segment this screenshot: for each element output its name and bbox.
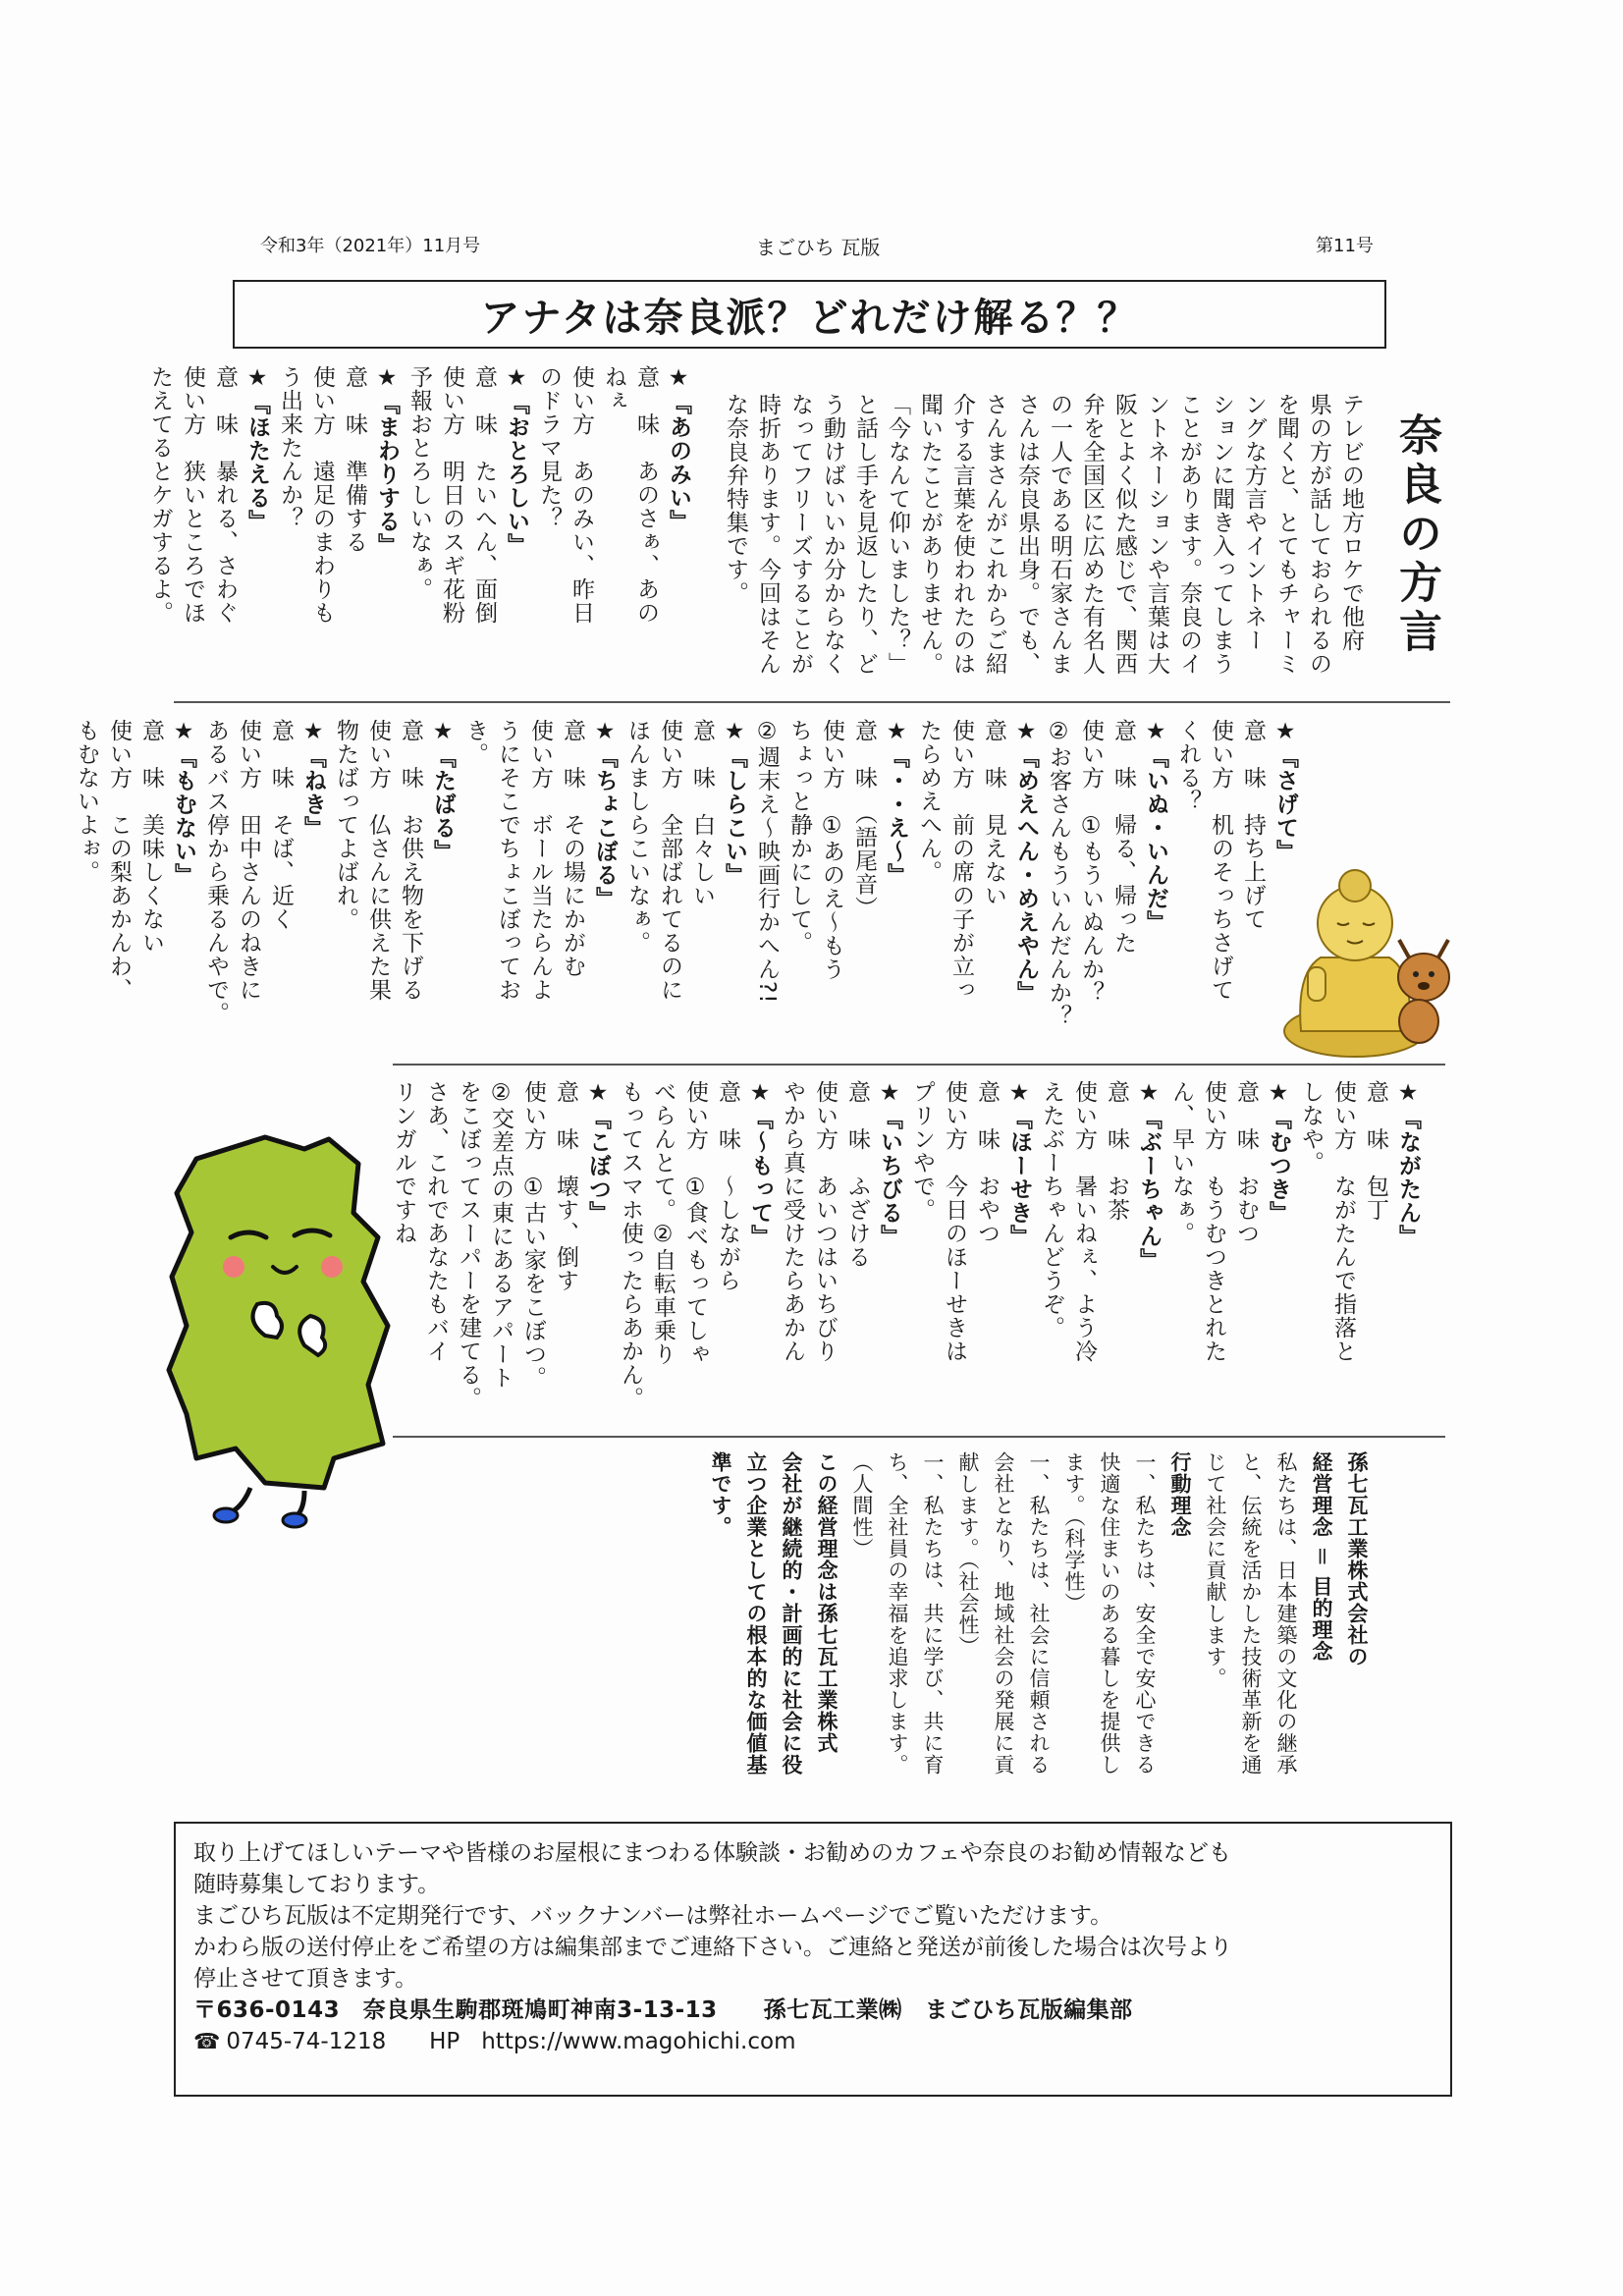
philosophy-line: （人間性） — [850, 1451, 874, 1559]
col2-line: ②お客さんもういんだんか？ — [1046, 719, 1071, 1028]
col3-line: ②交差点の東にあるアパート — [488, 1080, 514, 1390]
col3-line: ★『こぼつ』 — [585, 1080, 611, 1225]
col2-line: ★『いぬ・いんだ』 — [1143, 719, 1168, 934]
col2-line: ほんましらこいなぁ。 — [624, 719, 650, 955]
philosophy-line: 一、私たちは、安全で安心できる — [1133, 1451, 1157, 1776]
col1-line: ★『ほたえる』 — [244, 365, 270, 533]
footer-box — [174, 1822, 1452, 2097]
divider-bottom — [393, 1436, 1445, 1438]
philosophy-line: 立つ企業としての根本的な価値基 — [744, 1451, 768, 1776]
col3-line: 意 味 ～しながら — [715, 1080, 740, 1292]
divider-middle — [393, 1064, 1445, 1066]
col3-line: 使い方 今日のほーせきは — [942, 1080, 967, 1363]
col2-line: うにそこでちょこぼっておき。 — [462, 719, 520, 1002]
col2-line: 意 味 持ち上げて — [1240, 719, 1266, 931]
col2-line: ②週末え～映画行かへん?! — [754, 719, 780, 1005]
col1-line: ★『おとろしい』 — [504, 365, 529, 557]
col2-line: ★『しらこい』 — [722, 719, 747, 887]
col1-line: ★『まわりする』 — [374, 365, 400, 557]
issue-date: 令和3年（2021年）11月号 — [260, 236, 481, 256]
col2-line: 意 味 （語尾音） — [851, 719, 877, 920]
philosophy-line: 会社が継続的・計画的に社会に役 — [780, 1451, 803, 1776]
intro-line: なってフリーズすることが — [787, 393, 813, 676]
col2-line: くれる？ — [1175, 719, 1201, 813]
col3-line: リンガルですね — [391, 1080, 416, 1245]
issue-number: 第11号 — [1316, 236, 1374, 256]
col3-line: 意 味 お茶 — [1104, 1080, 1129, 1222]
intro-line: う動けばいいか分からなく — [820, 393, 845, 676]
col2-line: 使い方 全部ばれてるのに — [657, 719, 682, 1002]
col3-line: をこぼってスーパーを建てる。 — [456, 1080, 481, 1410]
footer-phone: 0745-74-1218 — [226, 2029, 387, 2054]
footer-line-2: 随時募集しております。 — [193, 1872, 441, 1897]
col3-line: ん、早いなぁ。 — [1168, 1080, 1194, 1245]
col1-line: 使い方 遠足のまわりも — [309, 365, 335, 625]
intro-line: さんは奈良県出身。でも、 — [1014, 393, 1040, 676]
intro-line: 介する言葉を使われたのは — [949, 393, 975, 676]
col3-line: 使い方 ①食べもってしゃ — [682, 1080, 708, 1366]
philosophy-line: 行動理念 — [1168, 1451, 1192, 1538]
philosophy-line: この経営理念は孫七瓦工業株式 — [815, 1451, 839, 1754]
col1-line: ねぇ — [601, 365, 626, 412]
page-title: アナタは奈良派？どれだけ解る？？ — [233, 280, 1386, 349]
intro-line: 聞いたことがありません。 — [917, 393, 943, 676]
col3-line: 使い方 ながたんで指落と — [1330, 1080, 1356, 1363]
col3-line: 意 味 包丁 — [1363, 1080, 1388, 1222]
intro-line: の一人である明石家さんま — [1047, 393, 1072, 676]
intro-line: 時折あります。今回はそん — [755, 393, 781, 676]
col3-line: 意 味 おやつ — [974, 1080, 1000, 1245]
col1-line: う出来たんか？ — [277, 365, 302, 530]
col3-line: ★『ほーせき』 — [1006, 1080, 1032, 1248]
col3-line: 意 味 ふざける — [844, 1080, 870, 1269]
col2-line: 使い方 ①あのえ～もう — [819, 719, 844, 981]
intro-line: ントネーションや言葉は大 — [1144, 393, 1169, 676]
col3-line: ★『ぶーちゃん』 — [1136, 1080, 1162, 1272]
col2-line: もむないよぉ。 — [74, 719, 99, 884]
col2-line: 意 味 その場にかがむ — [560, 719, 585, 978]
col3-line: 意 味 壊す、倒す — [553, 1080, 578, 1292]
col3-line: 使い方 もうむつきとれた — [1201, 1080, 1226, 1363]
intro-line: 「今なんて仰いました？」 — [885, 393, 910, 676]
col2-line: 意 味 美味しくない — [138, 719, 164, 955]
col3-line: しなや。 — [1298, 1080, 1324, 1175]
intro-line: さんまさんがこれからご紹 — [982, 393, 1007, 676]
philosophy-line: 会社となり、地域社会の発展に貢 — [992, 1451, 1015, 1776]
philosophy-line: ち、全社員の幸福を追求します。 — [886, 1451, 909, 1776]
philosophy-line: 経営理念 ＝ 目的理念 — [1310, 1451, 1333, 1663]
intro-line: 阪とよく似た感じで、関西 — [1111, 393, 1137, 676]
intro-line: ションに聞き入ってしまう — [1209, 393, 1234, 676]
newsletter-name: まごひち 瓦版 — [756, 236, 881, 259]
col2-line: 物たばってよばれ。 — [333, 719, 358, 931]
intro-line: な奈良弁特集です。 — [723, 393, 748, 605]
section-title: 奈良の方言 — [1391, 412, 1441, 658]
col2-line: ★『ちょこぼる』 — [592, 719, 618, 910]
col1-line: 予報おとろしいなぁ。 — [406, 365, 432, 601]
col2-line: 使い方 田中さんのねきに — [236, 719, 261, 1002]
divider-top — [174, 701, 1450, 703]
col1-line: 意 味 たいへん、面倒 — [471, 365, 497, 625]
philosophy-line: と、伝統を活かした技術革新を通 — [1239, 1451, 1263, 1776]
philosophy-line: じて社会に貢献します。 — [1204, 1451, 1227, 1689]
col3-line: 使い方 暑いねぇ、よう冷 — [1071, 1080, 1097, 1363]
col3-line: ★『～もって』 — [747, 1080, 773, 1248]
intro-line: 弁を全国区に広めた有名人 — [1079, 393, 1105, 676]
col2-line: あるバス停から乗るんやで。 — [203, 719, 229, 1025]
col1-line: のドラマ見た？ — [536, 365, 562, 530]
buddha-deer-illustration — [1276, 864, 1473, 1061]
phone-icon: ☎ — [193, 2030, 221, 2054]
col1-line: ★『あのみい』 — [666, 365, 691, 533]
col3-line: べらんとて。②自転車乗り — [650, 1080, 676, 1366]
col2-line: たらめえへん。 — [916, 719, 942, 884]
col2-line: ★『さげて』 — [1272, 719, 1298, 863]
management-philosophy — [393, 1451, 1375, 1805]
intro-line: 県の方が話しておられるの — [1306, 393, 1331, 676]
col2-line: 意 味 そば、近く — [268, 719, 294, 931]
philosophy-line: 一、私たちは、社会に信頼される — [1027, 1451, 1051, 1776]
col3-line: ★『ながたん』 — [1395, 1080, 1421, 1248]
philosophy-line: 孫七瓦工業株式会社の — [1345, 1451, 1369, 1667]
philosophy-line: 快適な住まいのある暮しを提供し — [1098, 1451, 1121, 1776]
footer-address: 〒636-0143 奈良県生駒郡斑鳩町神南3-13-13 孫七瓦工業㈱ まごひち瓦版編集部 — [193, 1997, 1133, 2023]
footer-hp-label: HP — [429, 2029, 460, 2054]
col3-line: ★『いちびる』 — [877, 1080, 902, 1248]
col3-line: 使い方 ①古い家をこぼつ。 — [520, 1080, 546, 1390]
philosophy-line: 準です。 — [709, 1451, 732, 1538]
col3-line: プリンやで。 — [909, 1080, 935, 1222]
col3-line: もってスマホ使ったらあかん。 — [618, 1080, 643, 1410]
col2-line: 意 味 お供え物を下げる — [398, 719, 423, 1002]
col2-line: ★『ねき』 — [300, 719, 326, 840]
philosophy-line: ます。（科学性） — [1062, 1451, 1086, 1614]
col2-line: 意 味 帰る、帰った — [1110, 719, 1136, 955]
col2-line: ちょっと静かにして。 — [786, 719, 812, 955]
col2-line: 意 味 白々しい — [689, 719, 715, 907]
col3-line: やから真に受けたらあかん — [780, 1080, 805, 1363]
nara-mascot-illustration — [157, 1120, 412, 1532]
dialect-intro — [709, 393, 1367, 687]
intro-line: ことがあります。奈良のイ — [1176, 393, 1202, 676]
col1-line: 使い方 あのみい、昨日 — [568, 365, 594, 625]
col2-line: 使い方 前の席の子が立っ — [948, 719, 974, 1002]
col2-line: 使い方 ①もういぬんか？ — [1078, 719, 1104, 1005]
footer-line-5: 停止させて頂きます。 — [193, 1966, 418, 1992]
col1-line: たえてるとケガするよ。 — [147, 365, 173, 625]
intro-line: ングな方言やイントネー — [1241, 393, 1267, 652]
col2-line: 意 味 見えない — [981, 719, 1006, 907]
dialect-column-1 — [147, 365, 694, 689]
footer-line-1: 取り上げてほしいテーマや皆様のお屋根にまつわる体験談・お勧めのカフェや奈良のお勧め情報なども — [193, 1840, 1231, 1866]
col2-line: ★『・・え～』 — [884, 719, 909, 887]
intro-line: テレビの地方ロケで他府 — [1338, 393, 1364, 652]
philosophy-line: 私たちは、日本建築の文化の継承 — [1274, 1451, 1298, 1776]
footer-line-4: かわら版の送付停止をご希望の方は編集部までご連絡下さい。ご連絡と発送が前後した場合は次号より — [193, 1935, 1232, 1960]
col3-line: 意 味 おむつ — [1233, 1080, 1259, 1245]
col2-line: 使い方 机のそっちさげて — [1208, 719, 1233, 1002]
footer-url-link[interactable]: https://www.magohichi.com — [481, 2029, 796, 2054]
col1-line: 意 味 あのさぁ、あの — [633, 365, 659, 625]
col3-line: えたぶーちゃんどうぞ。 — [1039, 1080, 1064, 1339]
col3-line: さあ、これであなたもバイ — [423, 1080, 449, 1363]
col2-line: ★『たばる』 — [430, 719, 456, 863]
philosophy-line: 一、私たちは、共に学び、共に育 — [921, 1451, 945, 1776]
dialect-column-3 — [391, 1080, 1424, 1429]
intro-line: を聞くと、とてもチャーミ — [1273, 393, 1299, 676]
col2-line: 使い方 この梨あかんわ、 — [106, 719, 132, 1002]
col1-line: 使い方 狭いところでほ — [180, 365, 205, 625]
col1-line: 意 味 準備する — [342, 365, 367, 554]
intro-line: と話し手を見返したり、ど — [852, 393, 878, 676]
col1-line: 意 味 暴れる、さわぐ — [212, 365, 238, 625]
col1-line: 使い方 明日のスギ花粉 — [439, 365, 464, 625]
footer-line-3: まごひち瓦版は不定期発行です、バックナンバーは弊社ホームページでご覧いただけます。 — [193, 1903, 1113, 1929]
dialect-column-2 — [74, 719, 1301, 1043]
col2-line: 使い方 ボール当たらんよ — [527, 719, 553, 1002]
col2-line: ★『めえへん・めえやん』 — [1013, 719, 1039, 1005]
philosophy-line: 献します。（社会性） — [956, 1451, 980, 1658]
col3-line: ★『むつき』 — [1266, 1080, 1291, 1225]
col2-line: ★『もむない』 — [171, 719, 196, 887]
col3-line: 使い方 あいつはいちびり — [812, 1080, 838, 1363]
col2-line: 使い方 仏さんに供えた果 — [365, 719, 391, 1002]
